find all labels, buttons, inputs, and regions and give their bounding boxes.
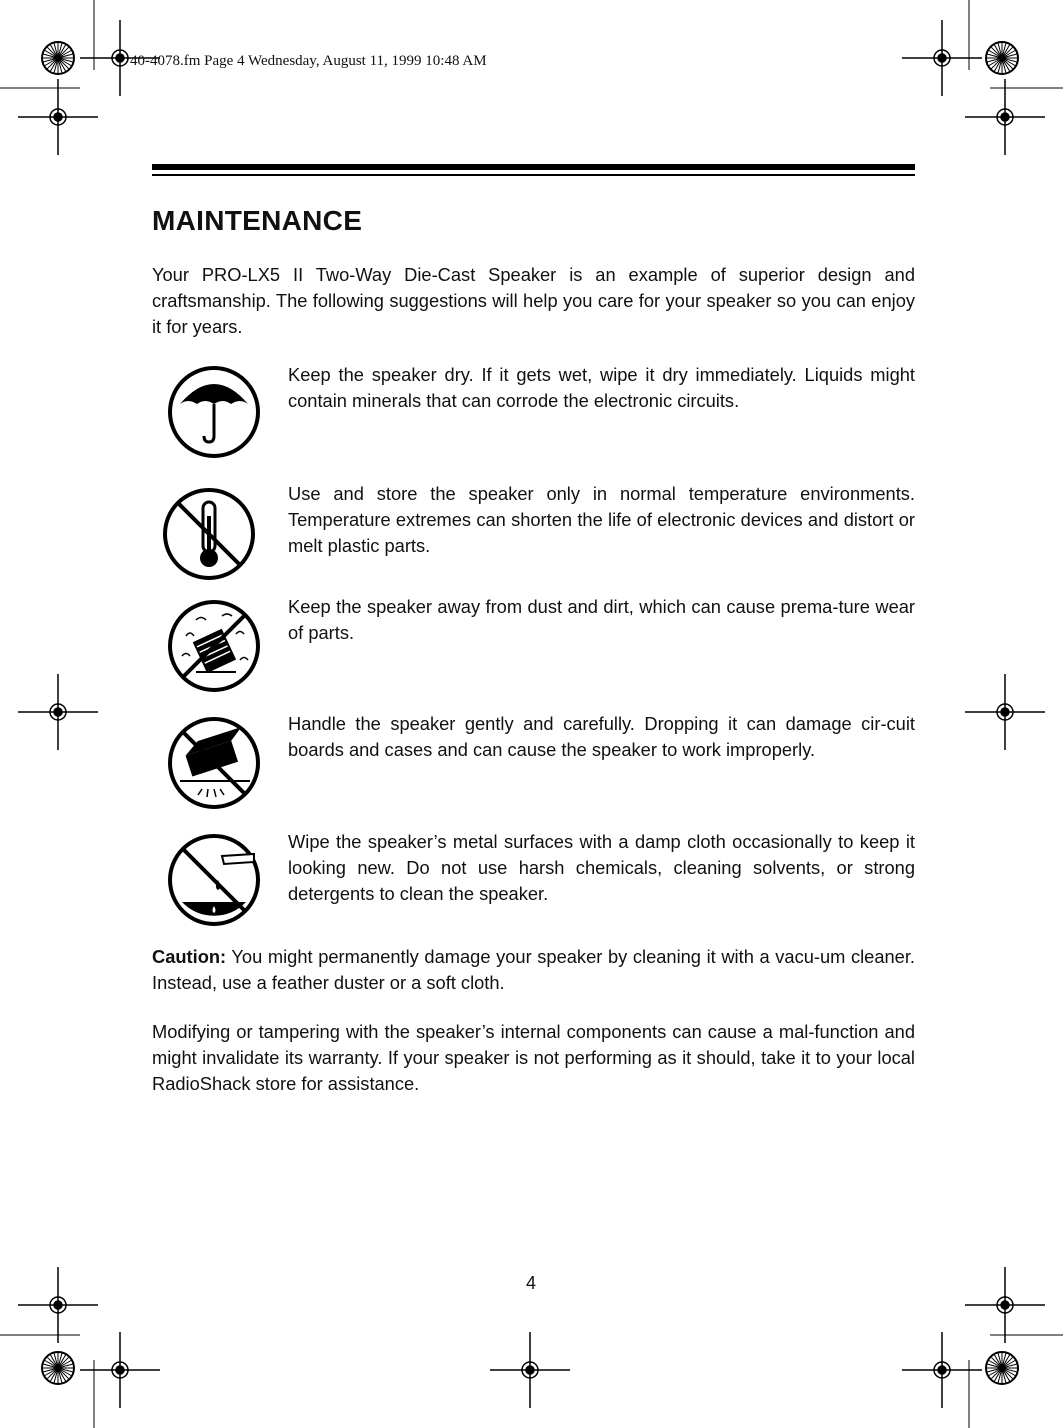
header-rule-thick — [152, 164, 915, 170]
crosshair-mark — [490, 1332, 570, 1408]
warranty-paragraph: Modifying or tampering with the speaker’s internal components can cause a mal-function and might invalidate its warranty. If your speaker is not performing as it should, take it to your local RadioShack store for assistance. — [152, 1021, 915, 1094]
print-header: 40-4078.fm Page 4 Wednesday, August 11, 1999 10:48 AM — [130, 53, 487, 69]
starburst-mark — [42, 42, 74, 74]
tip-cleaning: Wipe the speaker’s metal surfaces with a damp cloth occasionally to keep it looking new. Do not use harsh chemicals, cleaning solvents, or strong detergents to clean the speaker. — [288, 831, 915, 904]
page-title: MAINTENANCE — [152, 205, 363, 236]
starburst-mark — [986, 42, 1018, 74]
header-rule-thin — [152, 174, 915, 176]
umbrella-icon — [166, 364, 262, 460]
caution-paragraph — [152, 944, 915, 996]
crosshair-mark — [902, 1332, 982, 1408]
page-number: 4 — [526, 1273, 537, 1293]
starburst-mark — [42, 1352, 74, 1384]
starburst-mark — [986, 1352, 1018, 1384]
tip-keep-dry: Keep the speaker dry. If it gets wet, wipe it dry immediately. Liquids might contain minerals that can corrode the electronic circuits. — [288, 364, 915, 411]
caution-label: Caution: — [152, 946, 227, 967]
caution-text: You might permanently damage your speaker by cleaning it with a vacu-um cleaner. Instead, use a feather duster or a soft cloth. — [152, 946, 916, 993]
crosshair-mark — [80, 1332, 160, 1408]
no-chemicals-icon — [166, 832, 262, 928]
tip-dust: Keep the speaker away from dust and dirt, which can cause prema-ture wear of parts. — [288, 596, 915, 643]
intro-paragraph: Your PRO-LX5 II Two-Way Die-Cast Speaker is an example of superior design and craftsmanship. The following suggestions will help you care for your speaker so you can enjoy it for years. — [152, 264, 915, 337]
crosshair-mark — [965, 79, 1045, 155]
crosshair-mark — [18, 1267, 98, 1343]
crosshair-mark — [18, 674, 98, 750]
no-drop-icon — [166, 715, 262, 811]
crosshair-mark — [18, 79, 98, 155]
tip-handle-gently: Handle the speaker gently and carefully. Dropping it can damage cir-cuit boards and cases and can cause the speaker to work improperly. — [288, 713, 915, 760]
crosshair-mark — [902, 20, 982, 96]
crosshair-mark — [965, 674, 1045, 750]
tip-temperature: Use and store the speaker only in normal temperature environments. Temperature extremes can shorten the life of electronic devices and distort or melt plastic parts. — [288, 483, 915, 556]
crosshair-mark — [965, 1267, 1045, 1343]
no-thermometer-icon — [161, 486, 257, 582]
no-dust-icon — [166, 598, 262, 694]
